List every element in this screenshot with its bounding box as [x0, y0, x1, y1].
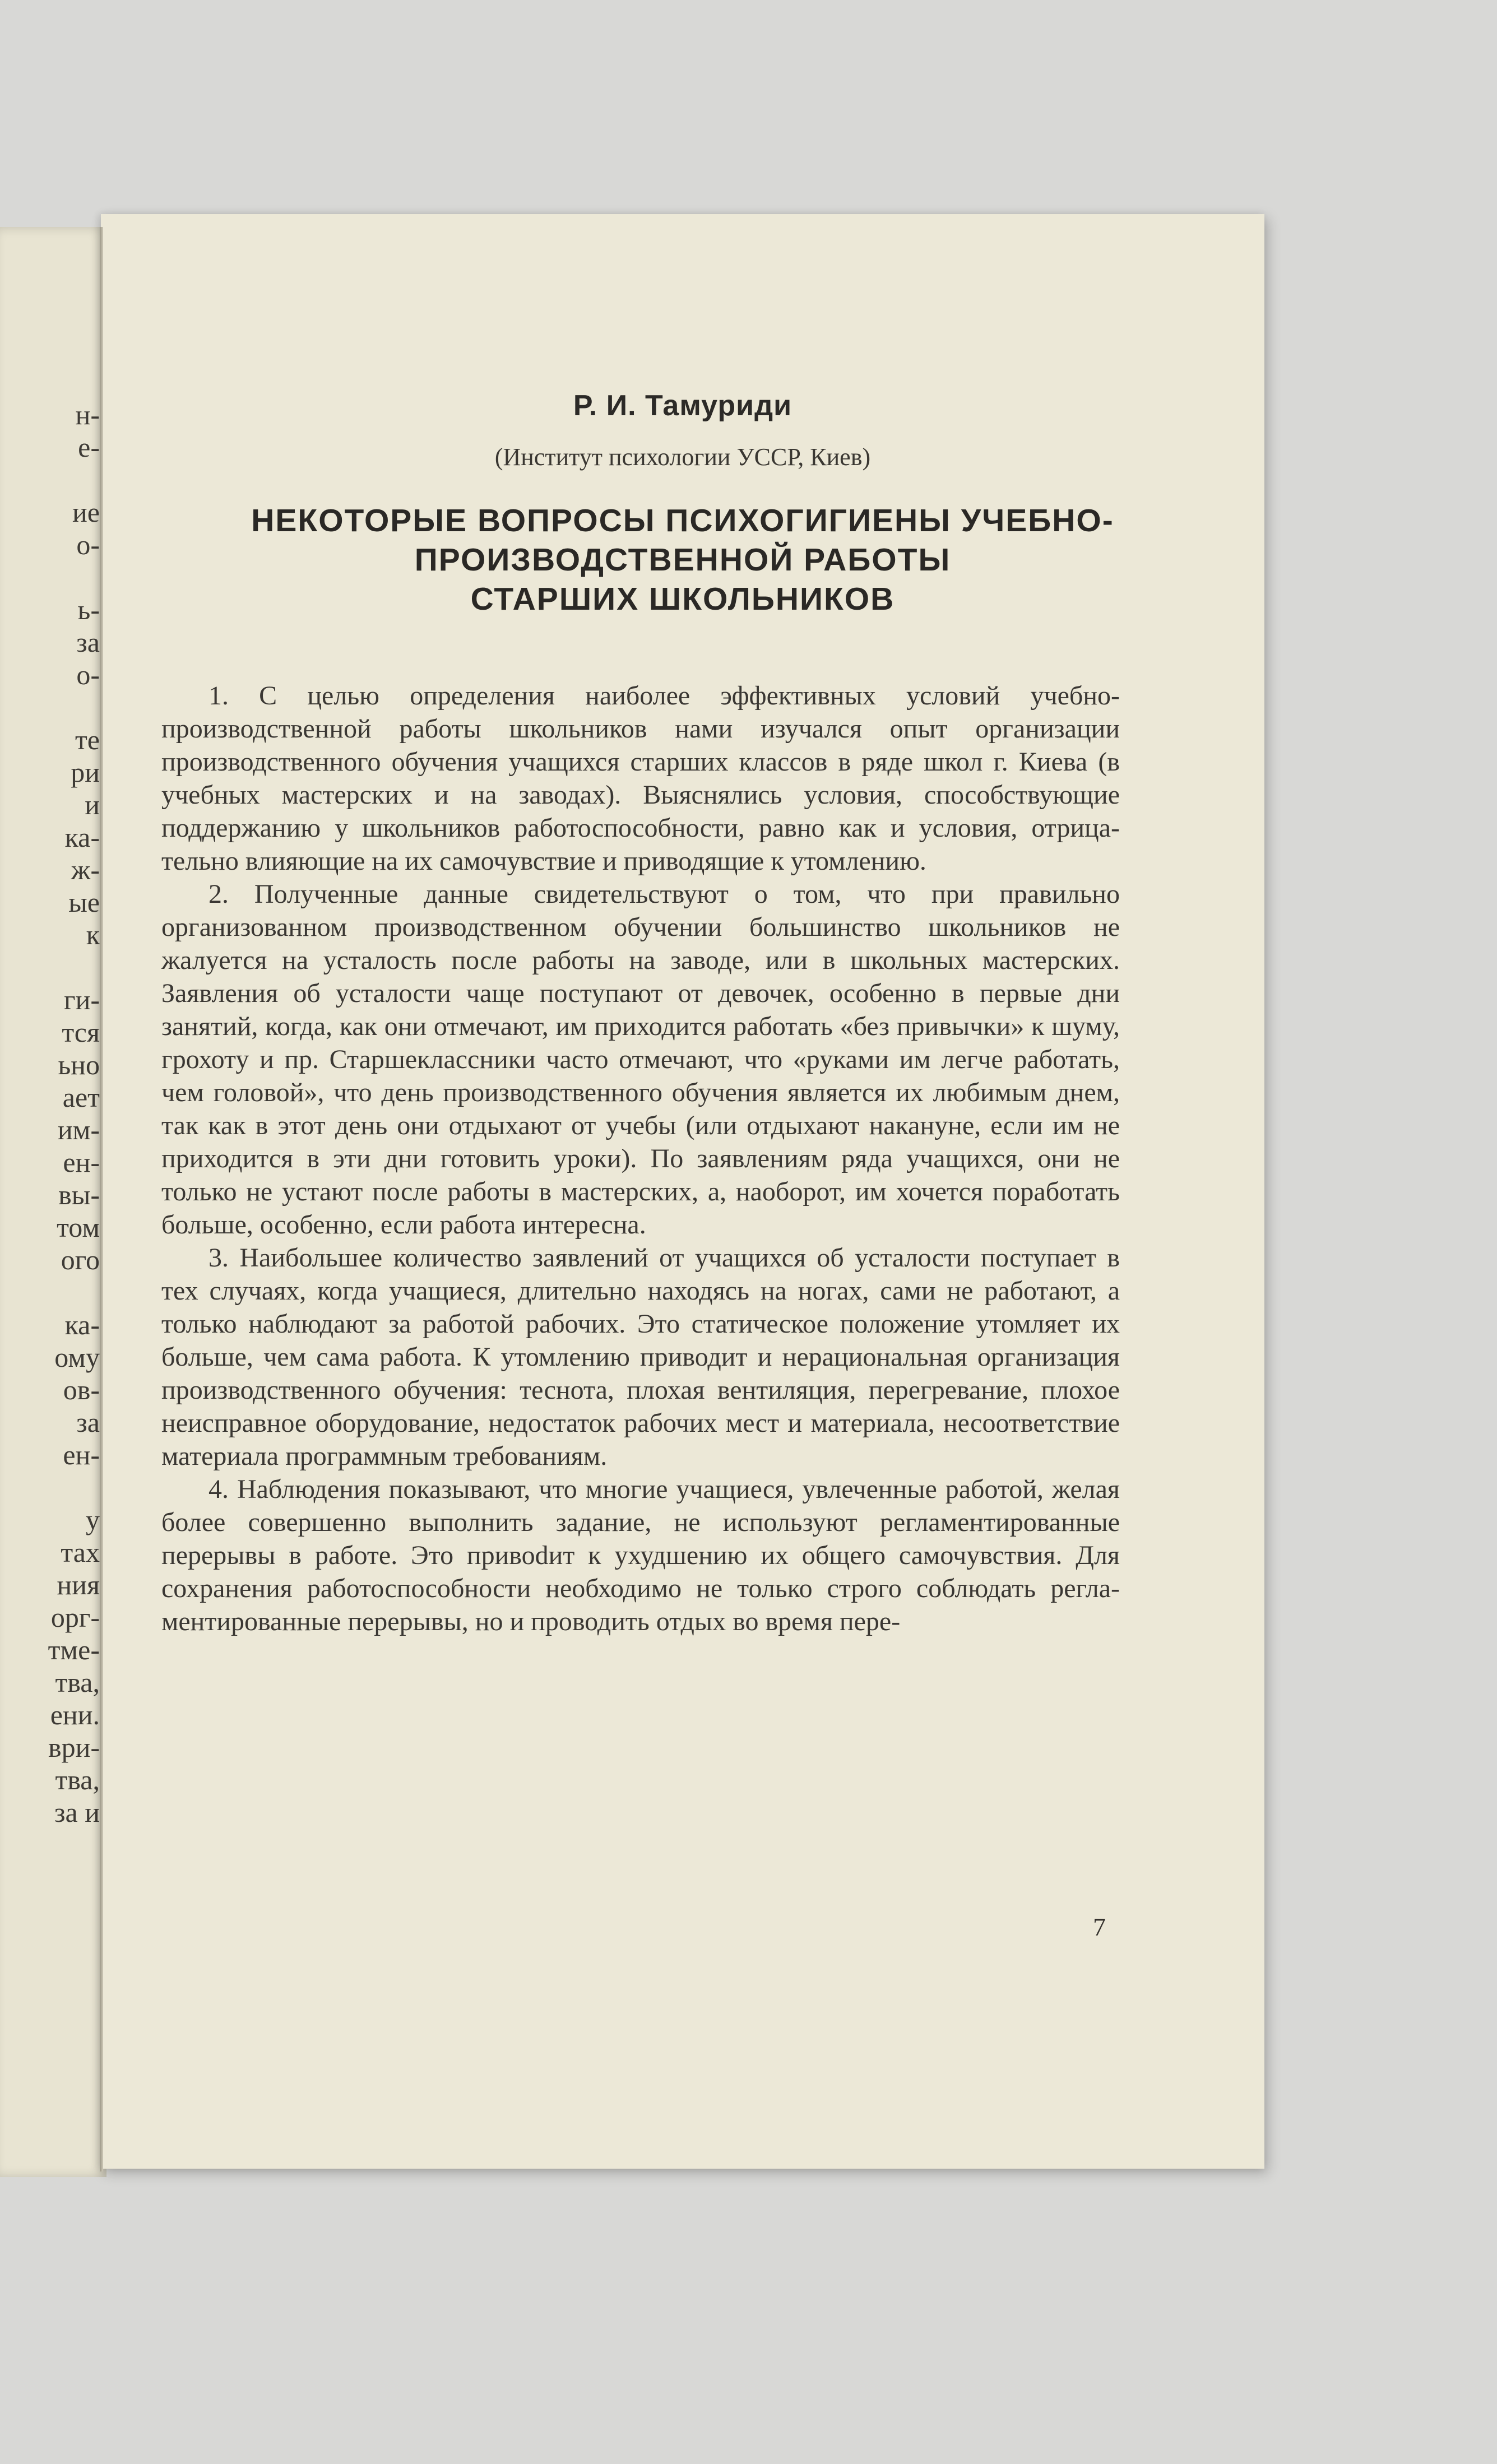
- left-page-fragment: ри: [71, 757, 100, 788]
- left-page-fragment: ен-: [63, 1439, 100, 1470]
- left-page-fragment: ь-: [77, 594, 100, 625]
- left-page-fragment: ие: [72, 496, 100, 528]
- paragraph: 4. Наблюдения показывают, что многие учащиеся, увлеченные работой, желая более совершенно выполнить задание, не используют регламентированные перерывы в работе. Это привоdит к ухудшению их общего самочувствия. Для сохранения работоспособности необходимо не только строго соблюдать регламентированные перерывы, но и проводить отдых во время пере-: [161, 1474, 1120, 1636]
- left-page-fragment: ния: [57, 1569, 100, 1600]
- left-page-fragment: ка-: [64, 822, 100, 853]
- left-page-fragment: тся: [62, 1017, 100, 1048]
- left-page-fragment: тва,: [55, 1667, 100, 1698]
- left-page-edge: [0, 227, 106, 2177]
- left-page-fragment: ов-: [63, 1374, 100, 1405]
- left-page-fragment: к: [86, 919, 100, 950]
- left-page-fragment: ьно: [58, 1049, 100, 1080]
- left-page-fragment: ври-: [48, 1732, 100, 1763]
- left-page-fragment: орг-: [50, 1602, 100, 1633]
- article-title: [101, 501, 1264, 619]
- left-page-fragment: и: [85, 789, 100, 820]
- left-page-fragment: том: [57, 1212, 100, 1243]
- left-page-fragment: о-: [76, 529, 100, 560]
- article-page: [101, 214, 1264, 2169]
- left-page-fragment: ает: [62, 1082, 100, 1113]
- page-gutter: [100, 227, 103, 2171]
- left-page-fragment: за: [76, 627, 100, 658]
- left-page-fragment: ка-: [64, 1309, 100, 1340]
- paragraph: 3. Наибольшее количество заявлений от учащихся об усталости поступает в тех случаях, когда учащиеся, длительно находясь на ногах, сами не работают, а только наблюдают за работой рабочих. Это статическое положение утомляет их больше, чем сама работа. К утомлению приводит и нерациональная организация производственного обучения: теснота, плохая вентиляция, перегревание, плохое неисправное оборудование, недостаток рабочих мест и материала, несоответствие материала программным требованиям.: [161, 1243, 1120, 1471]
- left-page-fragment: тах: [61, 1537, 100, 1568]
- title-line: СТАРШИХ ШКОЛЬНИКОВ: [470, 581, 895, 617]
- title-line: НЕКОТОРЫЕ ВОПРОСЫ ПСИХОГИГИЕНЫ УЧЕБНО-: [251, 503, 1114, 539]
- article-body: [161, 679, 1120, 1638]
- left-page-fragment: за и: [54, 1797, 100, 1828]
- author-affiliation: (Институт психологии УССР, Киев): [494, 443, 871, 471]
- left-page-fragment: ги-: [64, 984, 100, 1015]
- left-page-fragment: тва,: [55, 1764, 100, 1795]
- title-line: ПРОИЗВОДСТВЕННОЙ РАБОТЫ: [414, 542, 951, 578]
- left-page-fragment: им-: [57, 1114, 100, 1145]
- left-page-fragment: тме-: [48, 1634, 100, 1665]
- left-page-fragment: ые: [68, 887, 100, 918]
- left-page-fragment: е-: [78, 431, 100, 463]
- left-page-fragment: ен-: [63, 1147, 100, 1178]
- left-page-fragment: н-: [75, 399, 100, 430]
- left-page-fragment: ени.: [50, 1699, 100, 1730]
- left-page-fragment: за: [76, 1407, 100, 1438]
- left-page-fragment: те: [75, 724, 100, 755]
- author-name: Р. И. Тамуриди: [573, 389, 792, 422]
- left-page-fragment: вы-: [58, 1179, 100, 1210]
- paragraph: 2. Полученные данные свидетельствуют о том, что при правильно организованном производственном обучении большинство школьников не жалуется на усталость после работы на заводе, или в школьных мастерских. Заявления об усталости чаще поступают от девочек, особенно в первые дни занятий, когда, как они отмечают, им приходится работать «без привычки» к шуму, грохоту и пр. Старшеклассники часто отмечают, что «руками им легче работать, чем головой», что день производственного обучения является их любимым днем, так как в этот день они отдыхают от учебы (или отдыхают накануне, если им не приходится в эти дни готовить уроки). По заявлениям ряда учащихся, они не только не устают после работы в мастерских, а, наоборот, им хочется поработать больше, особенно, если работа интересна.: [161, 879, 1120, 1240]
- left-page-fragment: ого: [61, 1244, 100, 1275]
- page-number: 7: [1093, 1913, 1106, 1941]
- left-page-fragment: ж-: [71, 854, 100, 885]
- left-page-fragment: у: [86, 1504, 100, 1535]
- paragraph: 1. С целью определения наиболее эффективных условий учебно-производственной работы школьников нами изучался опыт организации производственного обучения учащихся старших классов в ряде школ г. Киева (в учебных мастерских и на заводах). Выяснялись условия, способствующие поддержанию у школьников работоспособности, равно как и условия, отрицательно влияющие на их самочувствие и приводящие к утомлению.: [161, 681, 1120, 876]
- left-page-fragment: о-: [76, 659, 100, 690]
- left-page-fragment: ому: [54, 1342, 100, 1373]
